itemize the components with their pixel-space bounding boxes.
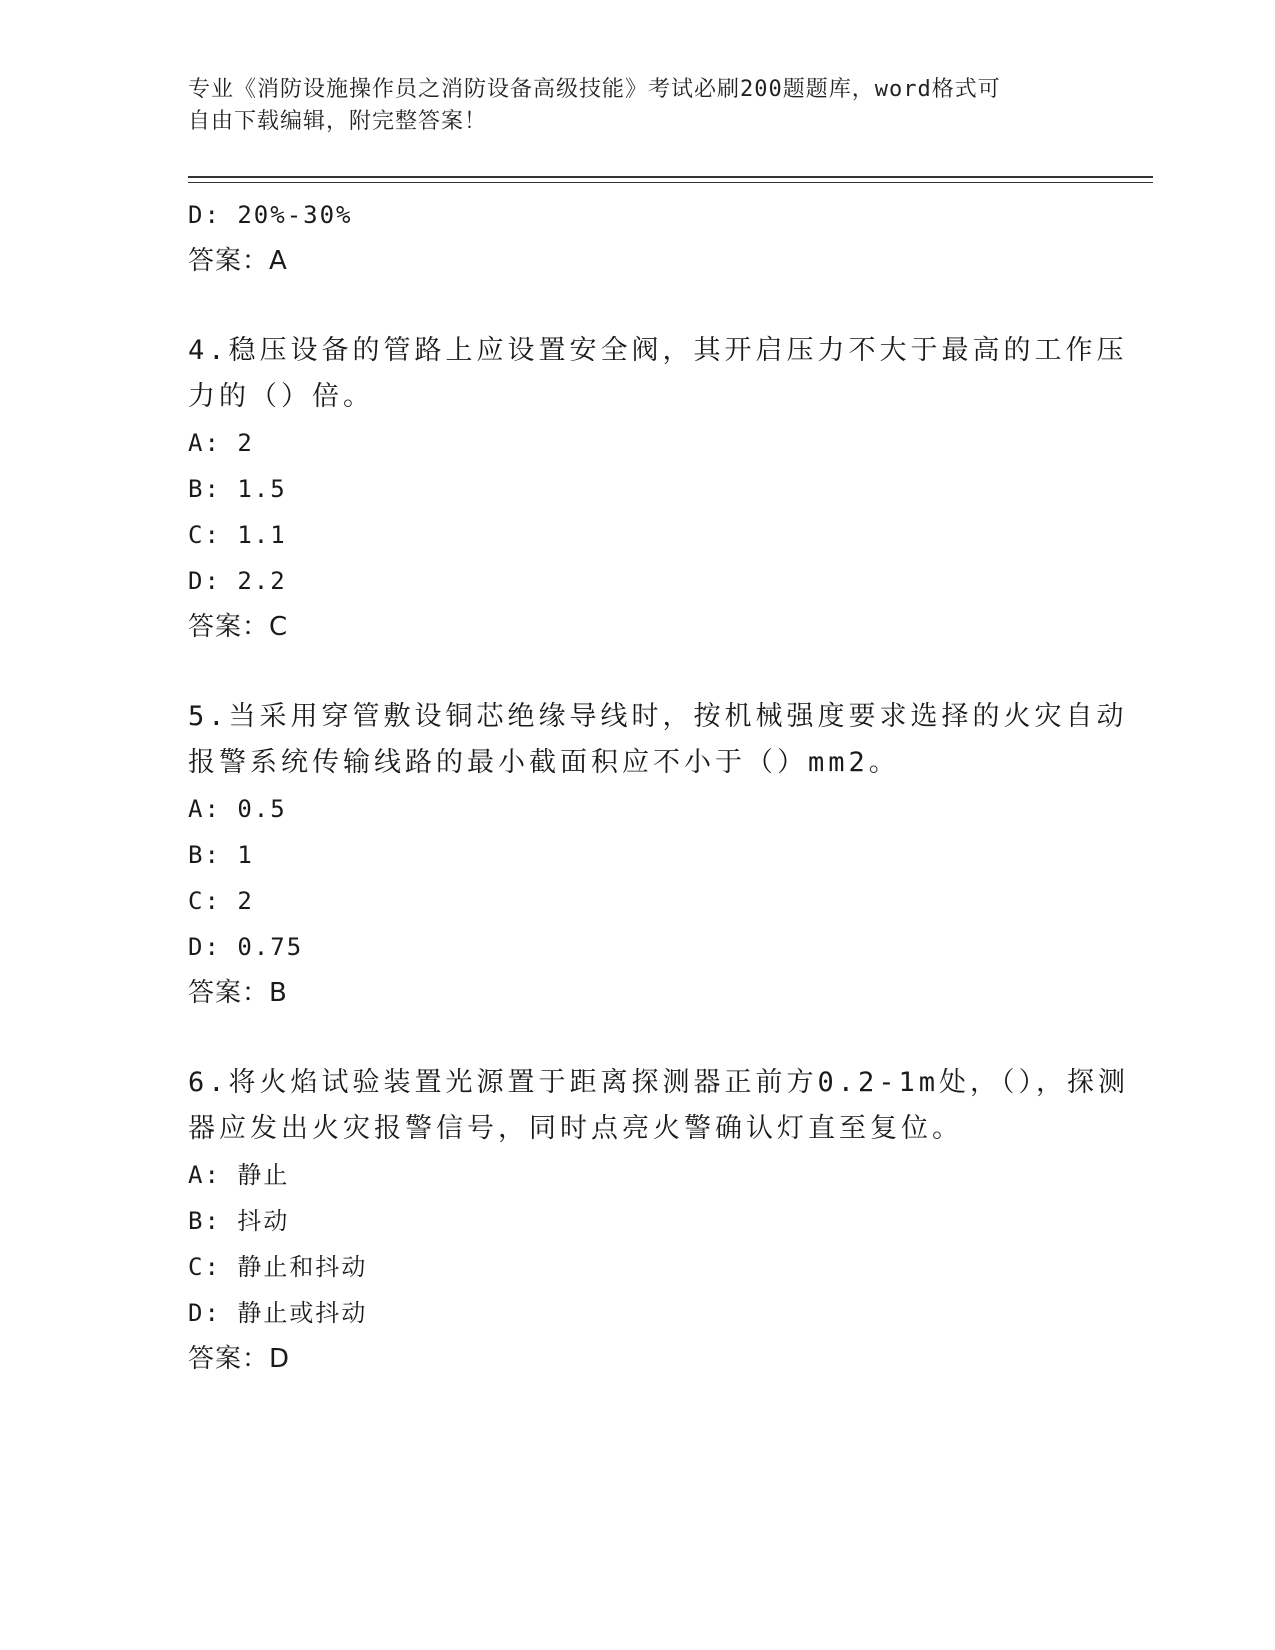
option-d: D: 静止或抖动 (188, 1299, 368, 1327)
spacer (188, 1016, 1088, 1060)
answer: 答案：C (188, 612, 289, 642)
question-block-6 (188, 1060, 1130, 1382)
question-stem-line: 6.将火焰试验装置光源置于距离探测器正前方0.2-1m处，（），探测 (188, 1067, 1130, 1098)
question-stem-line: 5.当采用穿管敷设铜芯绝缘导线时，按机械强度要求选择的火灾自动 (188, 701, 1128, 732)
option-b: B: 1.5 (188, 475, 287, 503)
option-b: B: 抖动 (188, 1207, 290, 1235)
question-stem-line: 报警系统传输线路的最小截面积应不小于（）mm2。 (188, 747, 900, 778)
option-c: C: 1.1 (188, 521, 287, 549)
answer-previous: 答案：A (188, 246, 288, 276)
question-stem-line: 器应发出火灾报警信号，同时点亮火警确认灯直至复位。 (188, 1113, 963, 1144)
header-divider-thin (188, 182, 1153, 183)
option-a: A: 静止 (188, 1161, 290, 1189)
document-header (188, 74, 1088, 138)
answer: 答案：B (188, 978, 288, 1008)
option-d-previous: D: 20%-30% (188, 201, 353, 229)
question-block-5 (188, 694, 1128, 1016)
option-d: D: 2.2 (188, 567, 287, 595)
spacer (188, 284, 1088, 328)
answer: 答案：D (188, 1344, 291, 1374)
question-block-4 (188, 328, 1128, 650)
option-b: B: 1 (188, 841, 254, 869)
option-c: C: 静止和抖动 (188, 1253, 368, 1281)
spacer (188, 650, 1088, 694)
question-stem-line: 力的（）倍。 (188, 381, 374, 412)
question-stem-line: 4.稳压设备的管路上应设置安全阀，其开启压力不大于最高的工作压 (188, 335, 1128, 366)
option-a: A: 2 (188, 429, 254, 457)
header-line-1: 专业《消防设施操作员之消防设备高级技能》考试必刷200题题库，word格式可 (188, 77, 1001, 102)
header-line-2: 自由下载编辑，附完整答案！ (188, 109, 488, 134)
option-c: C: 2 (188, 887, 254, 915)
document-body (188, 192, 1130, 1382)
option-a: A: 0.5 (188, 795, 287, 823)
header-divider-thick (188, 176, 1153, 178)
option-d: D: 0.75 (188, 933, 304, 961)
